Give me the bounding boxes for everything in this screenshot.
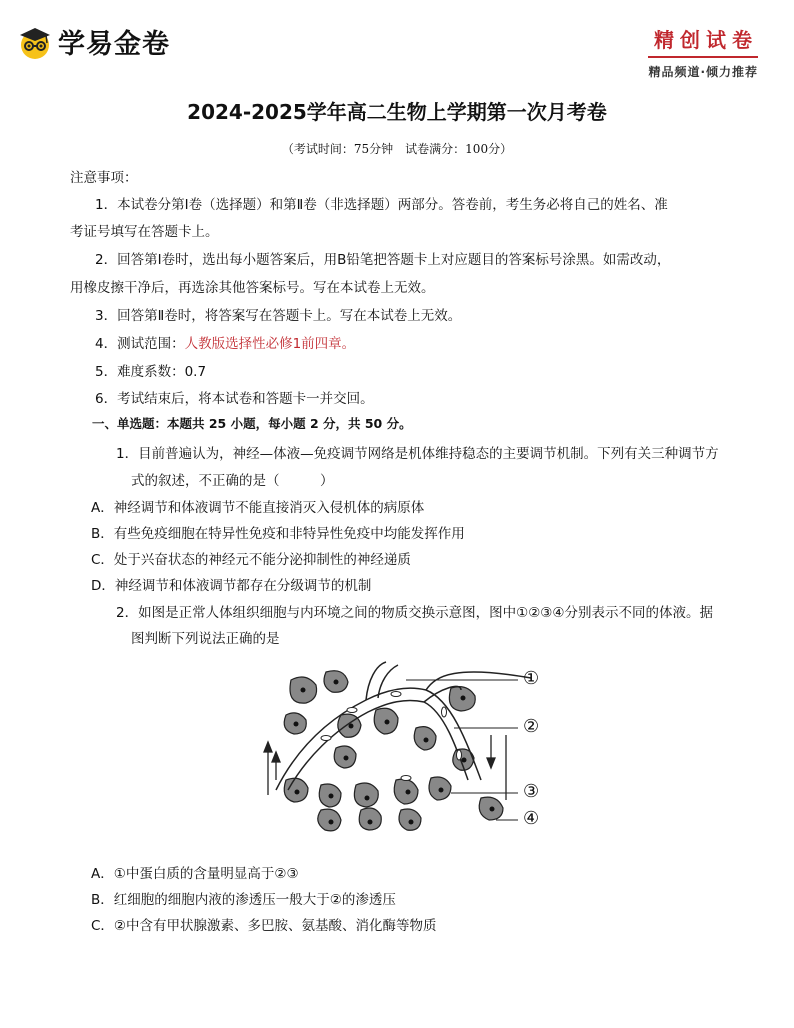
q1-option-a: A．神经调节和体液调节不能直接消灭入侵机体的病原体	[91, 500, 425, 516]
note-6: 6．考试结束后，将本试卷和答题卡一并交回。	[95, 391, 374, 407]
diagram-label-4: ④	[523, 808, 540, 829]
diagram-label-3: ③	[523, 781, 540, 802]
brand-badge	[648, 24, 758, 80]
exam-subtitle: （考试时间：75分钟 试卷满分：100分）	[281, 142, 513, 156]
note-4-prefix: 4．测试范围：	[95, 336, 185, 352]
q1-option-d: D．神经调节和体液调节都存在分级调节的机制	[91, 578, 372, 594]
q2-stem-line2: 图判断下列说法正确的是	[131, 631, 280, 647]
brand-title: 精创试卷	[648, 24, 758, 58]
note-1b: 考证号填写在答题卡上。	[70, 224, 219, 240]
q1-option-b: B．有些免疫细胞在特异性免疫和非特异性免疫中均能发挥作用	[91, 526, 465, 542]
q2-stem-line1: 2．如图是正常人体组织细胞与内环境之间的物质交换示意图，图中①②③④分别表示不同的体液。据	[116, 605, 713, 621]
logo-text: 学易金卷	[58, 29, 170, 60]
notes-heading: 注意事项：	[70, 170, 138, 186]
diagram-label-1: ①	[523, 668, 540, 689]
note-3: 3．回答第Ⅱ卷时，将答案写在答题卡上。写在本试卷上无效。	[95, 308, 462, 324]
note-2b: 用橡皮擦干净后，再选涂其他答案标号。写在本试卷上无效。	[70, 280, 435, 296]
diagram-label-2: ②	[523, 716, 540, 737]
q2-option-a: A．①中蛋白质的含量明显高于②③	[91, 866, 299, 882]
body-fluid-exchange-diagram	[256, 660, 556, 844]
q2-option-b: B．红细胞的细胞内液的渗透压一般大于②的渗透压	[91, 892, 396, 908]
note-4-scope: 人教版选择性必修1前四章。	[184, 336, 356, 352]
exam-title: 2024-2025学年高二生物上学期第一次月考卷	[187, 100, 607, 124]
note-1a: 1．本试卷分第Ⅰ卷（选择题）和第Ⅱ卷（非选择题）两部分。答卷前，考生务必将自己的姓名、准	[95, 197, 668, 213]
student-cap-face-icon	[16, 23, 54, 61]
q2-option-c: C．②中含有甲状腺激素、多巴胺、氨基酸、消化酶等物质	[91, 918, 437, 934]
note-4	[95, 332, 355, 352]
q1-stem-line2: 式的叙述，不正确的是（ ）	[131, 473, 334, 489]
brand-subtitle: 精品频道·倾力推荐	[648, 65, 758, 79]
section-heading: 一、单选题：本题共 25 小题，每小题 2 分，共 50 分。	[92, 416, 412, 431]
note-5: 5．难度系数：0.7	[95, 364, 207, 380]
note-2a: 2．回答第Ⅰ卷时，选出每小题答案后，用B铅笔把答题卡上对应题目的答案标号涂黑。如需改动，	[95, 252, 671, 268]
q1-option-c: C．处于兴奋状态的神经元不能分泌抑制性的神经递质	[91, 552, 411, 568]
q1-stem-line1: 1．目前普遍认为，神经—体液—免疫调节网络是机体维持稳态的主要调节机制。下列有关三种调节方	[116, 446, 719, 462]
brand-logo	[16, 22, 170, 61]
